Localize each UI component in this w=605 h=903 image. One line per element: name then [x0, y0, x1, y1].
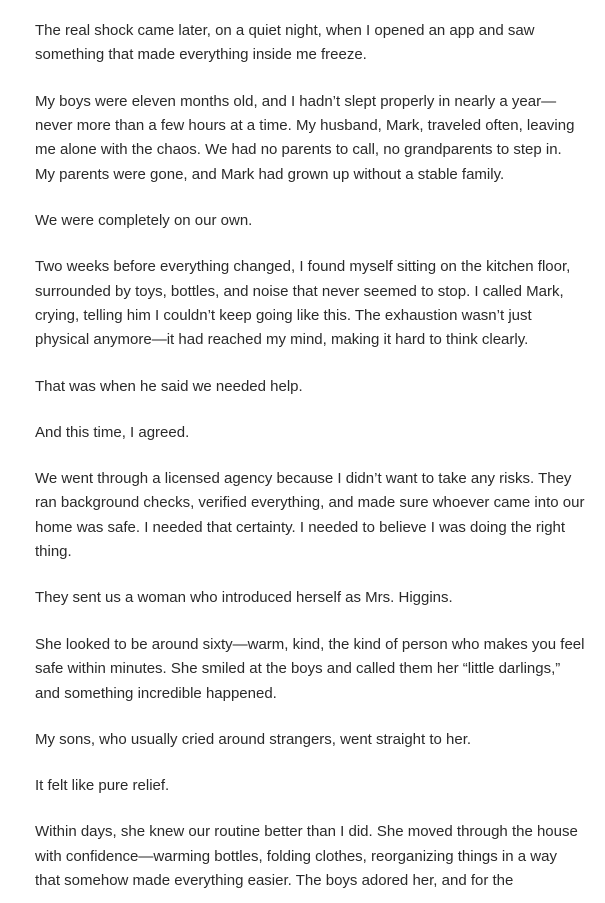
- paragraph: That was when he said we needed help.: [35, 377, 303, 395]
- paragraph: We were completely on our own.: [35, 212, 253, 230]
- paragraph: They sent us a woman who introduced herself as Mrs. Higgins.: [35, 589, 453, 607]
- paragraph: And this time, I agreed.: [35, 423, 190, 441]
- paragraph: My sons, who usually cried around strangers, went straight to her.: [35, 730, 472, 748]
- paragraph: My boys were eleven months old, and I hadn’t slept properly in nearly a year—never more than a few hours at a time. My husband, Mark, traveled often, leaving me alone with the chaos. We had no parents to call, no grandparents to step in. My parents were gone, and Mark had grown up without a stable family.: [35, 92, 575, 183]
- paragraph: The real shock came later, on a quiet night, when I opened an app and saw something that made everything inside me freeze.: [35, 22, 535, 64]
- paragraph: We went through a licensed agency because I didn’t want to take any risks. They ran background checks, verified everything, and made sure whoever came into our home was safe. I needed that certainty. I needed to believe I was doing the right thing.: [35, 470, 585, 561]
- paragraph: It felt like pure relief.: [35, 776, 170, 794]
- paragraph: Two weeks before everything changed, I found myself sitting on the kitchen floor, surrounded by toys, bottles, and noise that never seemed to stop. I called Mark, crying, telling him I couldn’t keep going like this. The exhaustion wasn’t just physical anymore—it had reached my mind, making it hard to think clearly.: [35, 258, 571, 349]
- paragraph: She looked to be around sixty—warm, kind, the kind of person who makes you feel safe within minutes. She smiled at the boys and called them her “little darlings,” and something incredible happened.: [35, 635, 585, 702]
- paragraph: Within days, she knew our routine better than I did. She moved through the house with confidence—warming bottles, folding clothes, reorganizing things in a way that somehow made everything easier. The boys adored her, and for the: [35, 823, 578, 889]
